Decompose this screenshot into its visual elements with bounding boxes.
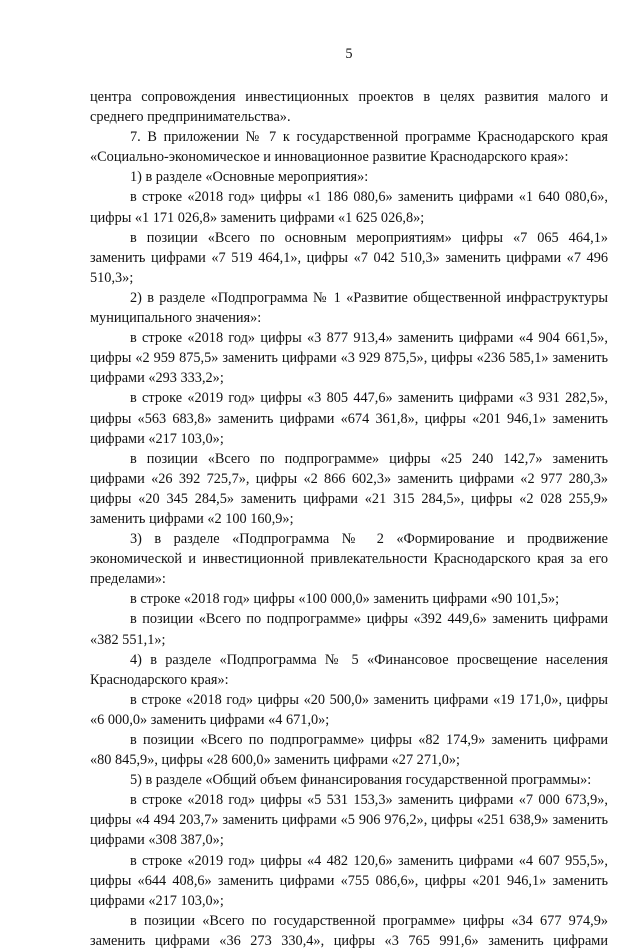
paragraph: в строке «2018 год» цифры «100 000,0» заменить цифрами «90 101,5»; — [130, 591, 560, 608]
paragraph: в позиции «Всего по основным мероприятиям» цифры «7 065 464,1» заменить цифрами «7 519 464,1», цифры «7 042 510,3» заменить цифрами «7 496 510,3»; — [90, 229, 608, 286]
paragraph: 1) в разделе «Основные мероприятия»: — [130, 169, 369, 186]
paragraph: в строке «2019 год» цифры «4 482 120,6» заменить цифрами «4 607 955,5», цифры «644 408,6» заменить цифрами «755 086,6», цифры «201 946,1» заменить цифрами «217 103,0»; — [90, 852, 608, 909]
paragraph: в позиции «Всего по подпрограмме» цифры «82 174,9» заменить цифрами «80 845,9», цифры «28 600,0» заменить цифрами «27 271,0»; — [90, 732, 608, 769]
page-number: 5 — [345, 46, 353, 62]
paragraph: в строке «2018 год» цифры «3 877 913,4» заменить цифрами «4 904 661,5», цифры «2 959 875,5» заменить цифрами «3 929 875,5», цифры «236 585,1» заменить цифрами «293 333,2»; — [90, 330, 608, 387]
paragraph: 2) в разделе «Подпрограмма № 1 «Развитие общественной инфраструктуры муниципального значения»: — [90, 289, 608, 327]
paragraph: центра сопровождения инвестиционных проектов в целях развития малого и среднего предпринимательства». — [90, 89, 608, 126]
paragraph: в позиции «Всего по подпрограмме» цифры «25 240 142,7» заменить цифрами «26 392 725,7», цифры «2 866 602,3» заменить цифрами «2 977 280,3» цифры «20 345 284,5» заменить цифрами «21 315 284,5», цифры «2 028 255,9» заменить цифрами «2 100 160,9»; — [90, 450, 608, 527]
paragraph: в строке «2018 год» цифры «1 186 080,6» заменить цифрами «1 640 080,6», цифры «1 171 026,8» заменить цифрами «1 625 026,8»; — [90, 189, 608, 226]
paragraph: в строке «2018 год» цифры «20 500,0» заменить цифрами «19 171,0», цифры «6 000,0» заменить цифрами «4 671,0»; — [90, 691, 608, 728]
paragraph: в строке «2018 год» цифры «5 531 153,3» заменить цифрами «7 000 673,9», цифры «4 494 203,7» заменить цифрами «5 906 976,2», цифры «251 638,9» заменить цифрами «308 387,0»; — [90, 792, 608, 849]
paragraph: 4) в разделе «Подпрограмма № 5 «Финансовое просвещение населения Краснодарского края»: — [90, 651, 608, 688]
paragraph: 7. В приложении № 7 к государственной программе Краснодарского края «Социально-экономическое и инновационное развитие Краснодарского края»: — [90, 129, 608, 166]
paragraph: в строке «2019 год» цифры «3 805 447,6» заменить цифрами «3 931 282,5», цифры «563 683,8» заменить цифрами «674 361,8», цифры «201 946,1» заменить цифрами «217 103,0»; — [90, 390, 608, 447]
document-body — [90, 87, 608, 951]
paragraph: 5) в разделе «Общий объем финансирования государственной программы»: — [130, 772, 592, 789]
paragraph: в позиции «Всего по подпрограмме» цифры «392 449,6» заменить цифрами «382 551,1»; — [90, 611, 608, 648]
paragraph: в позиции «Всего по государственной программе» цифры «34 677 974,9» заменить цифрами «36 273 330,4», цифры «3 765 991,6» заменить цифрами — [90, 912, 608, 949]
paragraph: 3) в разделе «Подпрограмма № 2 «Формирование и продвижение экономической и инвестиционной привлекательности Краснодарского края за его пределами»: — [90, 531, 608, 588]
